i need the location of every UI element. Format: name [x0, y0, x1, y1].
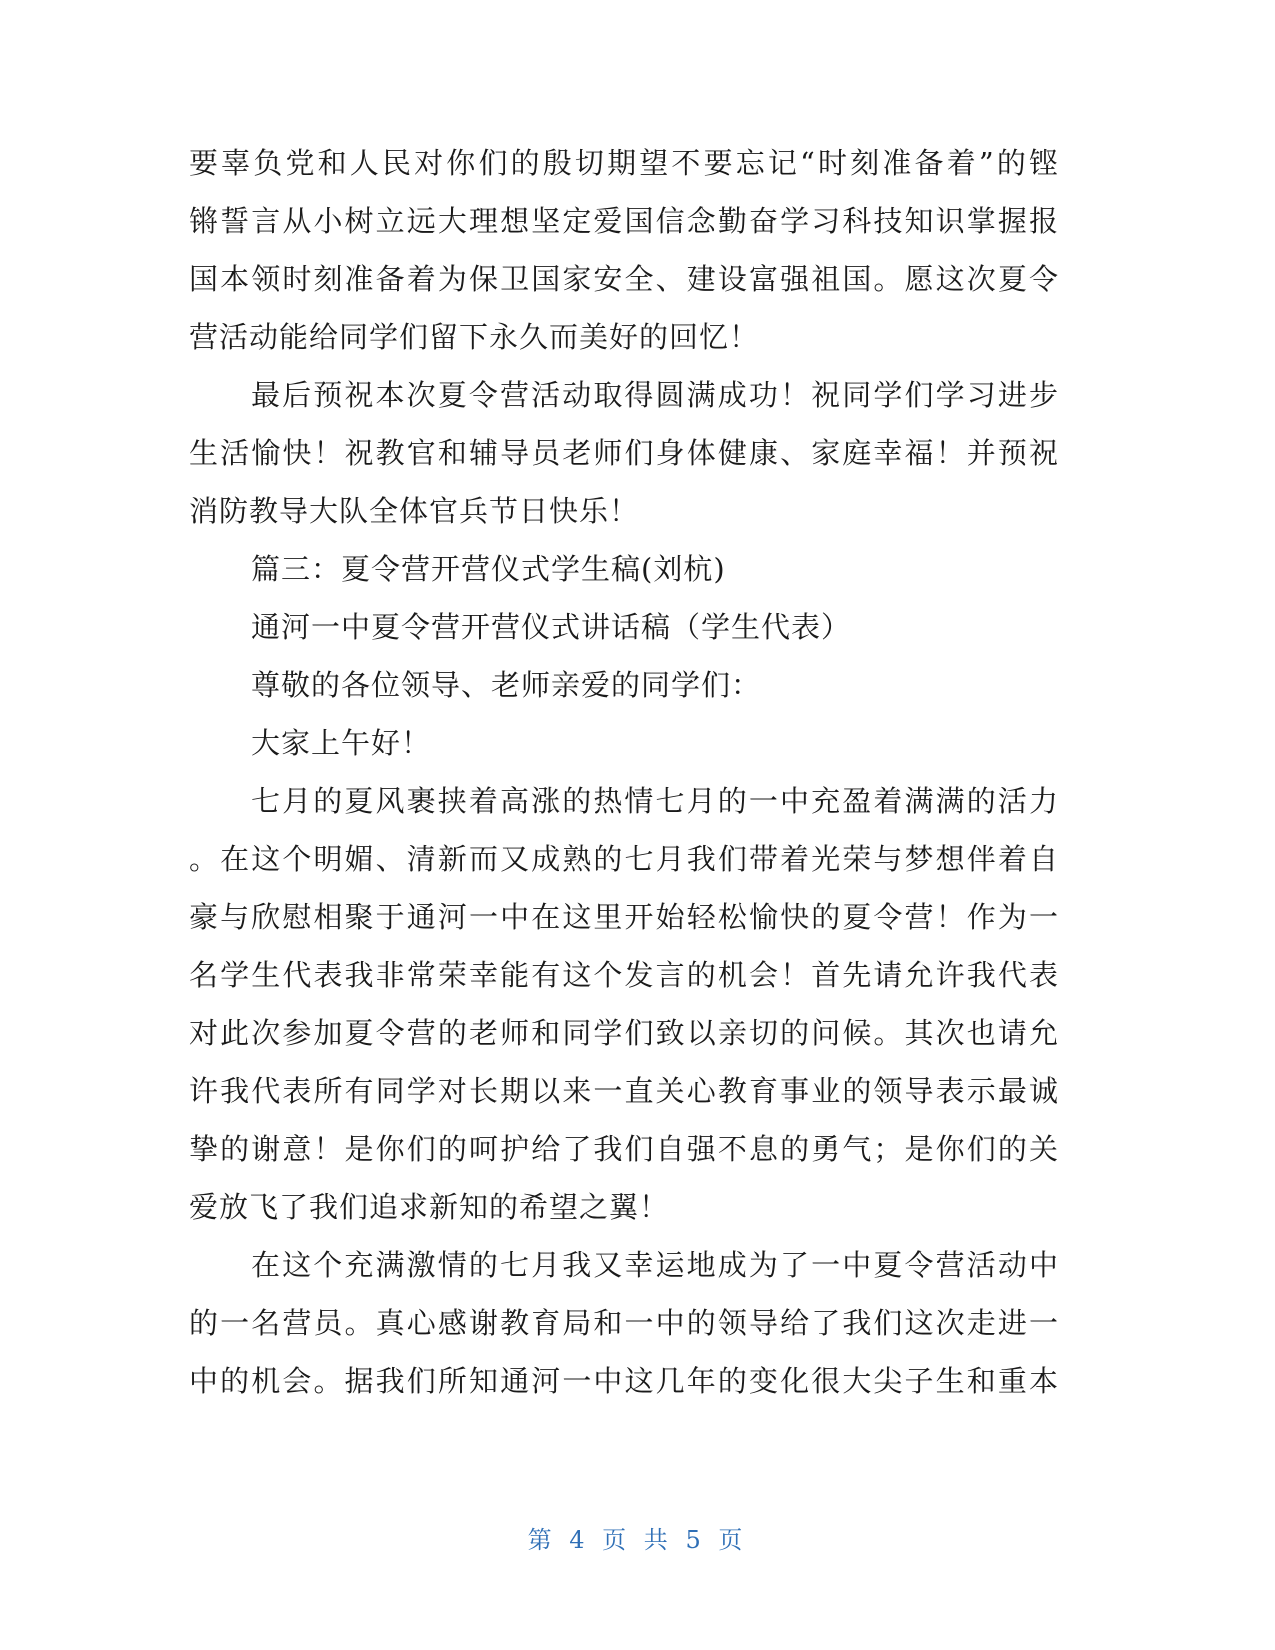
- current-page-number: 4: [569, 1526, 590, 1554]
- text-line: 。在这个明媚、清新而又成熟的七月我们带着光荣与梦想伴着自: [189, 842, 1059, 876]
- text-line: 的一名营员。真心感谢教育局和一中的领导给了我们这次走进一: [189, 1306, 1059, 1340]
- page-footer: [0, 1524, 1275, 1556]
- text-line: 爱放飞了我们追求新知的希望之翼！: [189, 1190, 670, 1224]
- text-line: 中的机会。据我们所知通河一中这几年的变化很大尖子生和重本: [189, 1364, 1059, 1398]
- text-line: 对此次参加夏令营的老师和同学们致以亲切的问候。其次也请允: [189, 1016, 1059, 1050]
- footer-prefix: 第: [527, 1526, 557, 1554]
- salutation: 尊敬的各位领导、老师亲爱的同学们：: [251, 668, 762, 702]
- text-line: 豪与欣慰相聚于通河一中在这里开始轻松愉快的夏令营！作为一: [189, 900, 1059, 934]
- text-line: 七月的夏风裹挟着高涨的热情七月的一中充盈着满满的活力: [251, 784, 1059, 818]
- text-line: 许我代表所有同学对长期以来一直关心教育事业的领导表示最诚: [189, 1074, 1059, 1108]
- text-line: 锵誓言从小树立远大理想坚定爱国信念勤奋学习科技知识掌握报: [189, 204, 1059, 238]
- greeting: 大家上午好！: [251, 726, 432, 760]
- text-line: 国本领时刻准备着为保卫国家安全、建设富强祖国。愿这次夏令: [189, 262, 1059, 296]
- section-heading: 篇三：夏令营开营仪式学生稿(刘杭): [251, 552, 726, 586]
- text-line: 要辜负党和人民对你们的殷切期望不要忘记“时刻准备着”的铿: [189, 146, 1059, 180]
- footer-suffix: 页: [718, 1526, 748, 1554]
- footer-middle: 页 共: [602, 1526, 673, 1554]
- text-line: 在这个充满激情的七月我又幸运地成为了一中夏令营活动中: [251, 1248, 1059, 1282]
- text-line: 营活动能给同学们留下永久而美好的回忆！: [189, 320, 760, 354]
- text-line: 挚的谢意！是你们的呵护给了我们自强不息的勇气；是你们的关: [189, 1132, 1059, 1166]
- speech-title: 通河一中夏令营开营仪式讲话稿（学生代表）: [251, 610, 852, 644]
- text-line: 名学生代表我非常荣幸能有这个发言的机会！首先请允许我代表: [189, 958, 1059, 992]
- total-pages-number: 5: [685, 1526, 706, 1554]
- text-line: 生活愉快！祝教官和辅导员老师们身体健康、家庭幸福！并预祝: [189, 436, 1059, 470]
- text-line: 最后预祝本次夏令营活动取得圆满成功！祝同学们学习进步: [251, 378, 1059, 412]
- text-line: 消防教导大队全体官兵节日快乐！: [189, 494, 640, 528]
